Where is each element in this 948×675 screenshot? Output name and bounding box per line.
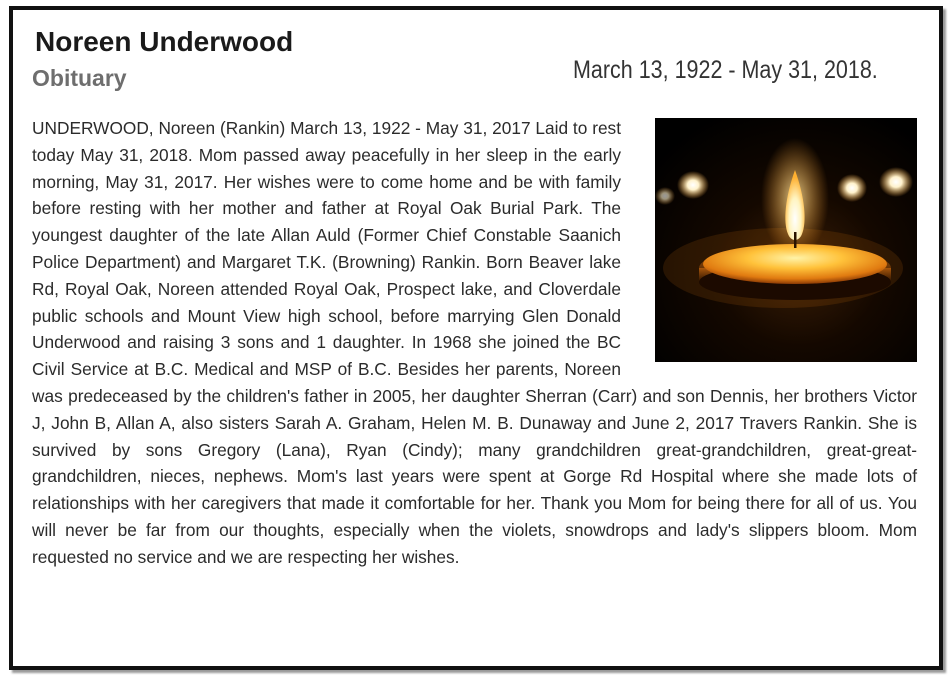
deceased-name: Noreen Underwood (35, 26, 294, 57)
section-label: Obituary (32, 65, 127, 91)
candle-photo (655, 118, 917, 362)
obituary-body (32, 115, 917, 571)
obituary-text: UNDERWOOD, Noreen (Rankin) March 13, 1922 - May 31, 2017 Laid to rest today May 31, 2018. Mom passed away peacefully in her sleep in the early morning, May 31, 2017. Her wishes were to come home and be with family before resting with her mother and father at Royal Oak Burial Park. The youngest daughter of the late Allan Auld (Former Chief Constable Saanich Police Department) and Margaret T.K. (Browning) Rankin. Born Beaver lake Rd, Royal Oak, Noreen attended Royal Oak, Prospect lake, and Cloverdale public schools and Mount View high school, before marrying Glen Donald Underwood and raising 3 sons and 1 daughter. In 1968 she joined the BC Civil Service at B.C. Medical and MSP of B.C. Besides her parents, Noreen was predeceased by the children's father in 2005, her daughter Sherran (Carr) and son Dennis, her brothers Victor J, John B, Allan A, also sisters Sarah A. Graham, Helen M. B. Dunaway and June 2, 2017 Travers Rankin. She is survived by sons Gregory (Lana), Ryan (Cindy); many grandchildren great-grandchildren, great-great-grandchildren, nieces, nephews. Mom's last years were spent at Gorge Rd Hospital where she made lots of relationships with her caregivers that made it comfortable for her. Thank you Mom for being there for all of us. You will never be far from our thoughts, especially when the violets, snowdrops and lady's slippers bloom. Mom requested no service and we are respecting her wishes. (32, 118, 917, 567)
obituary-card (9, 6, 943, 670)
life-dates: March 13, 1922 - May 31, 2018. (573, 56, 878, 84)
